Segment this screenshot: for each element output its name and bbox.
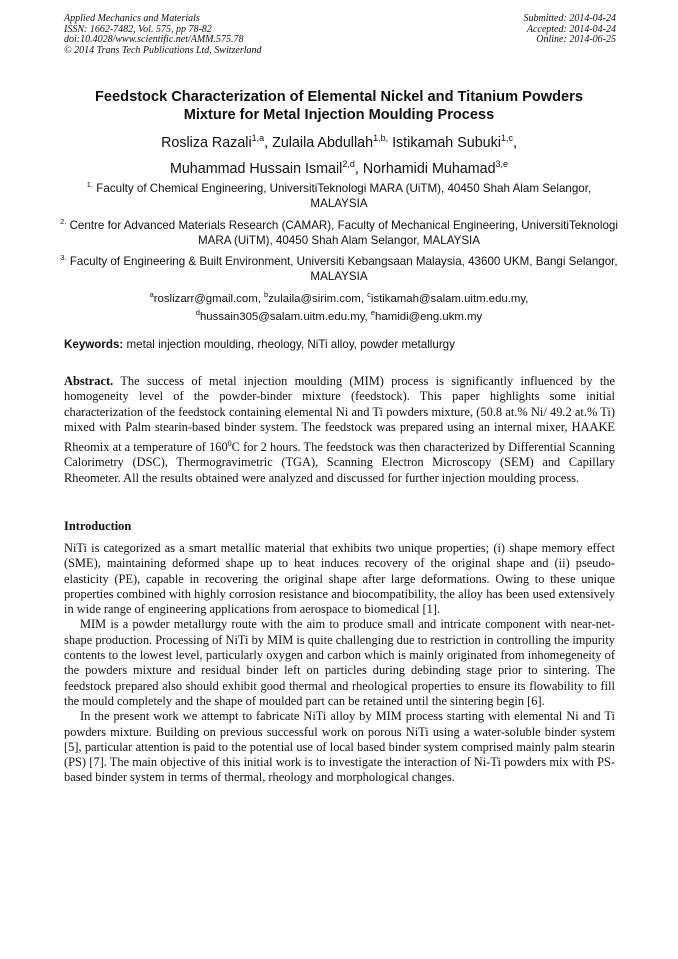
email-address[interactable]: istikamah@salam.uitm.edu.my,	[370, 292, 529, 305]
author-sup: 1,a	[251, 133, 265, 143]
affiliation-text: Faculty of Engineering & Built Environment, Universiti Kebangsaan Malaysia, 43600 UKM, Bangi Selangor, MALAYSIA	[69, 254, 618, 283]
author-name: Rosliza Razali	[161, 134, 252, 151]
issn-line: ISSN: 1662-7482, Vol. 575, pp 78-82	[64, 23, 212, 35]
email-line	[64, 288, 614, 306]
email-line	[64, 306, 614, 324]
author-line	[40, 154, 638, 180]
email-sup: d	[195, 308, 200, 318]
title-line: Feedstock Characterization of Elemental Nickel and Titanium Powders	[95, 89, 583, 105]
introduction-heading: Introduction	[64, 519, 132, 533]
affiliation-number: 2.	[60, 217, 67, 226]
keywords	[64, 338, 616, 353]
email-address[interactable]: hamidi@eng.ukm.my	[375, 311, 483, 324]
keywords-label: Keywords:	[64, 338, 124, 351]
title-line: Mixture for Metal Injection Moulding Process	[183, 107, 495, 123]
copyright-line: © 2014 Trans Tech Publications Ltd, Switzerland	[64, 44, 262, 56]
online-date: Online: 2014-06-25	[536, 34, 616, 46]
journal-name: Applied Mechanics and Materials	[64, 13, 200, 24]
abstract-label: Abstract.	[64, 374, 114, 388]
author-name: Norhamidi Muhamad	[362, 161, 496, 178]
email-sup: e	[370, 308, 376, 318]
author-line	[40, 128, 638, 154]
author-sup: 3,e	[495, 159, 509, 170]
degree-sup: 0	[227, 438, 232, 448]
affiliation	[58, 251, 620, 284]
author-sep: ,	[354, 161, 363, 178]
dates-info	[524, 14, 617, 46]
accepted-date: Accepted: 2014-04-24	[526, 23, 616, 35]
email-address[interactable]: roslizarr@gmail.com,	[153, 292, 265, 305]
affiliation-number: 3.	[60, 253, 67, 262]
author-sep: ,	[512, 134, 517, 151]
email-address[interactable]: zulaila@sirim.com,	[268, 292, 368, 305]
paragraph: NiTi is categorized as a smart metallic material that exhibits two unique properties; (i) shape memory effect (SME), maintaining deformed shape up to heat induces recovery of the original shape and (ii) pseudo-elasticity (PE), capable in recovering the original shape after large deformations. Owing to these unique properties combined with highly corrosion resistance and biocompatibility, the alloy has been used extensively in wide range of engineering applications from aerospace to biomedical [1].	[64, 541, 615, 617]
affiliation-number: 1.	[86, 180, 94, 189]
affiliation	[58, 178, 620, 211]
abstract	[64, 374, 615, 486]
author-name: Zulaila Abdullah	[272, 134, 374, 151]
affiliation	[58, 215, 620, 248]
affiliation-text: Centre for Advanced Materials Research (CAMAR), Faculty of Mechanical Engineering, UniversitiTeknologi MARA (UiTM), 40450 Shah Alam Selangor, MALAYSIA	[69, 218, 618, 247]
affiliation-text: Faculty of Chemical Engineering, UniversitiTeknologi MARA (UiTM), 40450 Shah Alam Selangor, MALAYSIA	[96, 181, 592, 210]
author-sup: 1,b,	[373, 133, 389, 143]
author-name: Istikamah Subuki	[392, 134, 501, 151]
submitted-date: Submitted: 2014-04-24	[523, 13, 616, 24]
email-list	[64, 288, 614, 325]
keywords-text: metal injection moulding, rheology, NiTi alloy, powder metallurgy	[123, 338, 455, 351]
email-sup: b	[264, 290, 269, 299]
abstract-text: C for 2 hours. The feedstock was then characterized by Differential Scanning Calorimetry (DSC), Thermogravimetric (TGA), Scanning Electron Microscopy (SEM) and Capillary Rheometer. All the results obtained were analyzed and discussed for further injection moulding process.	[64, 439, 616, 485]
email-sup: c	[367, 290, 371, 299]
paper-title	[50, 88, 628, 124]
introduction-body	[64, 541, 615, 786]
author-sup: 2,d	[342, 159, 355, 170]
paragraph: MIM is a powder metallurgy route with the aim to produce small and intricate component with near-net-shape production. Processing of NiTi by MIM is quite challenging due to restriction in controlling the impurity contents to the lowest level, particularly oxygen and carbon which is mainly originated from inhomegeneity of the powders mixture and residual binder left on particles during debinding stage prior to sintering. The feedstock prepared also should exhibit good thermal and rheological properties to ensure its flowability to fill the mould completely and the shape of moulded part can be retained until the sintering begin [6].	[64, 617, 615, 708]
paragraph: In the present work we attempt to fabricate NiTi alloy by MIM process starting with elemental Ni and Ti powders mixture. Building on previous successful work on porous NiTi using a water-soluble binder system [5], particular attention is paid to the potential use of local based binder system comprised mainly palm stearin (PS) [7]. The main objective of this initial work is to investigate the interaction of Ni-Ti powders mix with PS-based binder system in terms of thermal, rheology and morphological changes.	[64, 709, 615, 785]
author-name: Muhammad Hussain Ismail	[169, 161, 343, 178]
email-sup: a	[149, 290, 154, 299]
abstract-text: The success of metal injection moulding (MIM) process is significantly influenced by the homogeneity level of the powder-binder mixture (feedstock). This paper highlights some initial characterization of the feedstock containing elemental Ni and Ti powders mixture, (50.8 at.% Ni/ 49.2 at.% Ti) mixed with Palm stearin-based binder system. The feedstock was prepared using an internal mixer, HAAKE Rheomix at a temperature of 160	[64, 374, 615, 454]
journal-info	[64, 14, 262, 56]
author-sup: 1,c	[500, 133, 513, 143]
author-list	[40, 128, 638, 181]
doi-line[interactable]: doi:10.4028/www.scientific.net/AMM.575.78	[64, 34, 244, 46]
email-address[interactable]: hussain305@salam.uitm.edu.my,	[199, 311, 371, 324]
author-sep: ,	[264, 134, 273, 151]
